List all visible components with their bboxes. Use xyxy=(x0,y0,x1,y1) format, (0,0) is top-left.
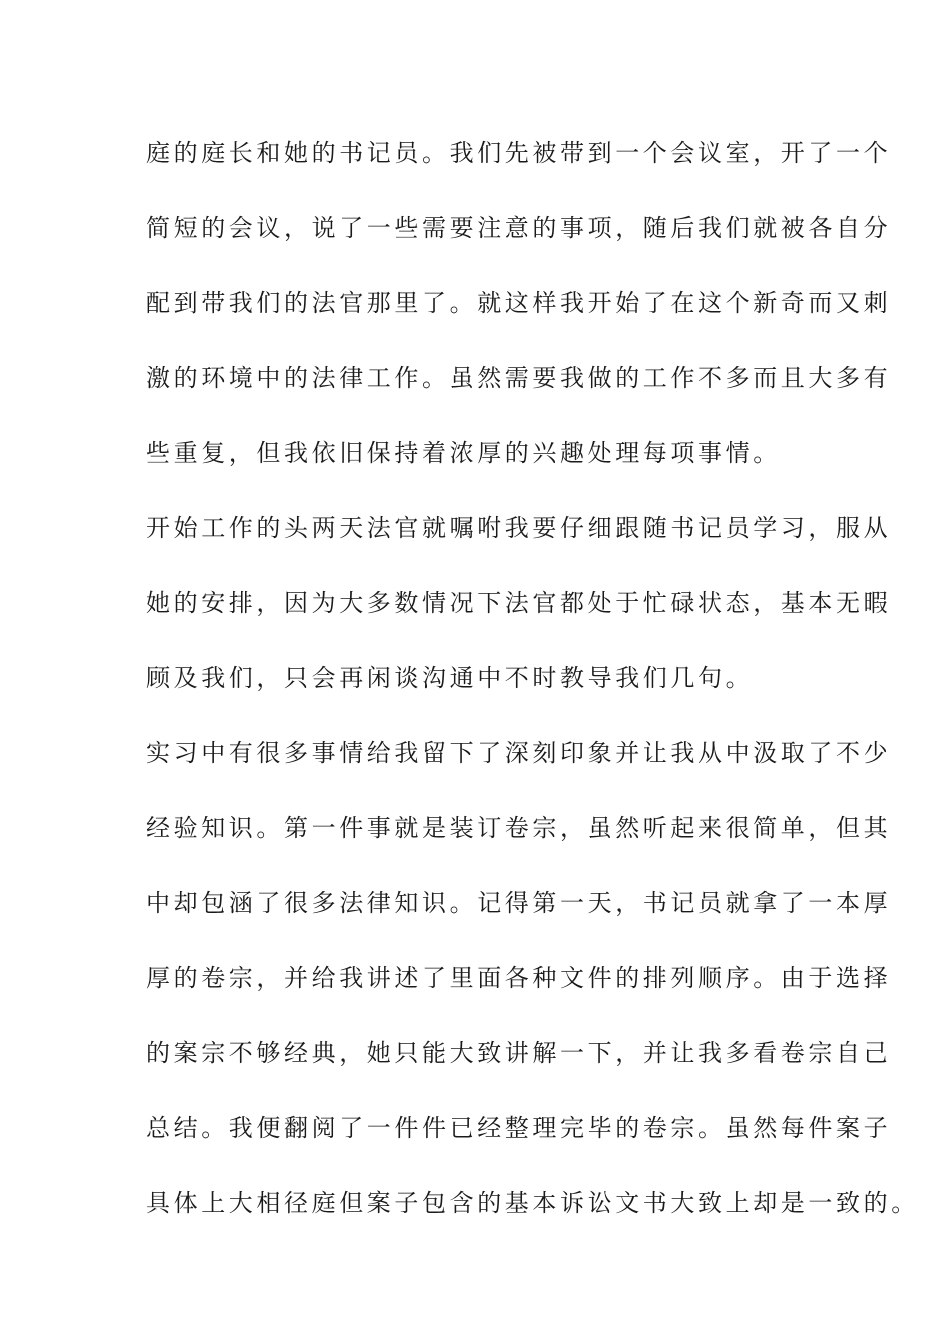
body-text xyxy=(146,131,919,1256)
text-line: 顾及我们，只会再闲谈沟通中不时教导我们几句。 xyxy=(146,664,754,692)
text-line: 总结。我便翻阅了一件件已经整理完毕的卷宗。虽然每件案子 xyxy=(146,1114,892,1142)
text-line: 经验知识。第一件事就是装订卷宗，虽然听起来很简单，但其 xyxy=(146,814,892,842)
text-line: 开始工作的头两天法官就嘱咐我要仔细跟随书记员学习，服从 xyxy=(146,514,892,542)
text-line: 中却包涵了很多法律知识。记得第一天，书记员就拿了一本厚 xyxy=(146,889,892,917)
text-line: 实习中有很多事情给我留下了深刻印象并让我从中汲取了不少 xyxy=(146,739,892,767)
text-line: 些重复，但我依旧保持着浓厚的兴趣处理每项事情。 xyxy=(146,439,781,467)
text-line: 庭的庭长和她的书记员。我们先被带到一个会议室，开了一个 xyxy=(146,139,892,167)
text-line: 简短的会议，说了一些需要注意的事项，随后我们就被各自分 xyxy=(146,214,892,242)
text-line: 她的安排，因为大多数情况下法官都处于忙碌状态，基本无暇 xyxy=(146,589,892,617)
text-line: 激的环境中的法律工作。虽然需要我做的工作不多而且大多有 xyxy=(146,364,892,392)
text-line: 具体上大相径庭但案子包含的基本诉讼文书大致上却是一致的。 xyxy=(146,1189,919,1217)
text-line: 的案宗不够经典，她只能大致讲解一下，并让我多看卷宗自己 xyxy=(146,1039,892,1067)
text-line: 配到带我们的法官那里了。就这样我开始了在这个新奇而又刺 xyxy=(146,289,892,317)
text-line: 厚的卷宗，并给我讲述了里面各种文件的排列顺序。由于选择 xyxy=(146,964,892,992)
